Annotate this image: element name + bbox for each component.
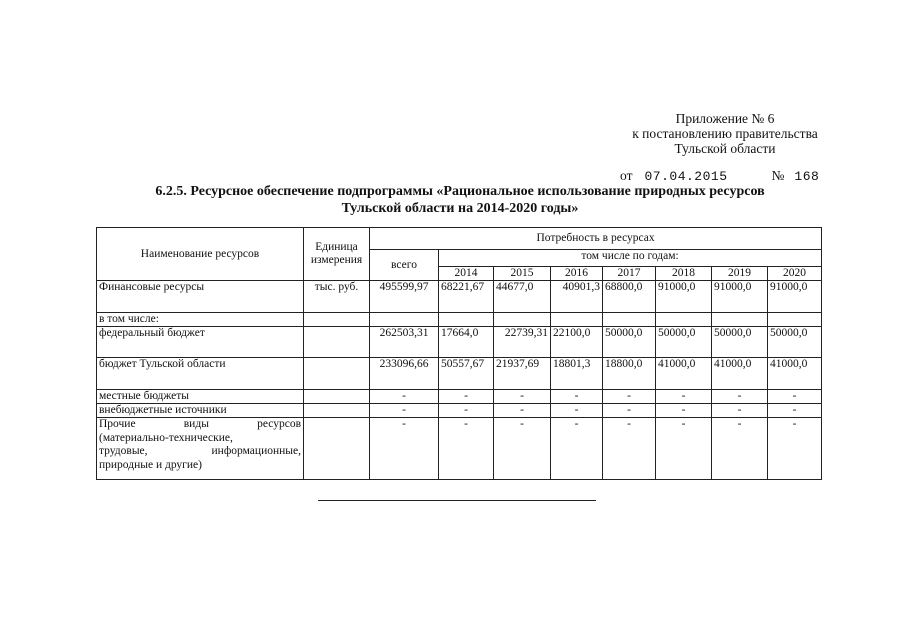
table-row [97,358,822,390]
row-value: - [768,390,822,404]
row-total: 495599,97 [370,281,439,313]
row-value: - [712,404,768,418]
row-value: 50000,0 [768,327,822,358]
row-value: - [439,390,494,404]
row-value: 41000,0 [656,358,712,390]
order-reference [620,168,819,184]
row-value: - [656,404,712,418]
row-unit [304,404,370,418]
row-name: федеральный бюджет [97,327,304,358]
row-value: 18801,3 [551,358,603,390]
row-name: в том числе: [97,313,304,327]
header-need: Потребность в ресурсах [370,228,822,250]
row-unit [304,327,370,358]
year-cell: 2016 [551,267,603,281]
year-cell: 2015 [494,267,551,281]
row-value: 22100,0 [551,327,603,358]
row-value: - [439,418,494,480]
header-total: всего [370,250,439,281]
order-date: 07.04.2015 [644,169,728,184]
row-name: местные бюджеты [97,390,304,404]
row-unit: тыс. руб. [304,281,370,313]
row-name-multiline [97,418,304,480]
row-value [768,313,822,327]
header-resource-name: Наименование ресурсов [97,228,304,281]
table-row [97,418,822,480]
header-unit: Единица измерения [304,228,370,281]
row-value: 40901,3 [551,281,603,313]
row-value [603,313,656,327]
row-value: - [439,404,494,418]
header-by-years: том числе по годам: [439,250,822,267]
row-value: - [712,390,768,404]
order-number-label: № [771,168,785,183]
row-value: 50000,0 [656,327,712,358]
table-row [97,390,822,404]
table-row [97,313,822,327]
appendix-region: Тульской области [674,141,776,156]
row-total: - [370,390,439,404]
table-row [97,281,822,313]
row-name: внебюджетные источники [97,404,304,418]
row-value: 44677,0 [494,281,551,313]
row-value: - [494,404,551,418]
row-value: - [551,418,603,480]
row-value [494,313,551,327]
row-value: 21937,69 [494,358,551,390]
row-value [439,313,494,327]
row-value: 18800,0 [603,358,656,390]
row-value: 41000,0 [768,358,822,390]
row-value: - [494,418,551,480]
year-cell: 2017 [603,267,656,281]
row-value: 68221,67 [439,281,494,313]
row-value: - [712,418,768,480]
appendix-block [560,111,890,156]
row-value: - [656,390,712,404]
row-total: 233096,66 [370,358,439,390]
row-name-line: (материально-технические, [99,431,233,444]
year-cell: 2020 [768,267,822,281]
row-value: 50557,67 [439,358,494,390]
row-name: Финансовые ресурсы [97,281,304,313]
row-total: - [370,418,439,480]
row-value: - [603,390,656,404]
row-name-line: Прочие виды ресурсов [99,418,301,430]
year-cell: 2019 [712,267,768,281]
heading-line-1: 6.2.5. Ресурсное обеспечение подпрограммы «Рациональное использование природных ресурсов [155,184,765,199]
row-value: - [768,404,822,418]
row-value [656,313,712,327]
appendix-subtitle: к постановлению правительства [632,126,818,141]
row-value [551,313,603,327]
row-value: 91000,0 [712,281,768,313]
row-unit [304,390,370,404]
row-value: - [768,418,822,480]
appendix-title: Приложение № 6 [675,111,775,126]
heading-line-2: Тульской области на 2014-2020 годы» [341,201,579,216]
year-cell: 2014 [439,267,494,281]
row-value: - [494,390,551,404]
row-value: - [603,418,656,480]
row-unit [304,358,370,390]
order-from-label: от [620,168,633,183]
row-value: - [656,418,712,480]
row-value [712,313,768,327]
row-name-line: трудовые, информационные, [99,445,301,457]
row-value: 91000,0 [656,281,712,313]
row-value: 68800,0 [603,281,656,313]
row-total [370,313,439,327]
row-value: 22739,31 [494,327,551,358]
row-unit [304,313,370,327]
row-value: 50000,0 [712,327,768,358]
order-number: 168 [794,169,820,184]
bottom-divider [318,500,596,501]
header-row-1 [97,228,822,250]
row-value: - [603,404,656,418]
row-unit [304,418,370,480]
resource-table [96,227,822,480]
row-value: - [551,404,603,418]
row-name: бюджет Тульской области [97,358,304,390]
row-value: - [551,390,603,404]
row-total: - [370,404,439,418]
year-cell: 2018 [656,267,712,281]
row-value: 91000,0 [768,281,822,313]
row-value: 50000,0 [603,327,656,358]
table-row [97,327,822,358]
row-name-line: природные и другие) [99,458,202,471]
row-value: 17664,0 [439,327,494,358]
row-total: 262503,31 [370,327,439,358]
row-value: 41000,0 [712,358,768,390]
table-row [97,404,822,418]
document-heading [60,183,860,217]
